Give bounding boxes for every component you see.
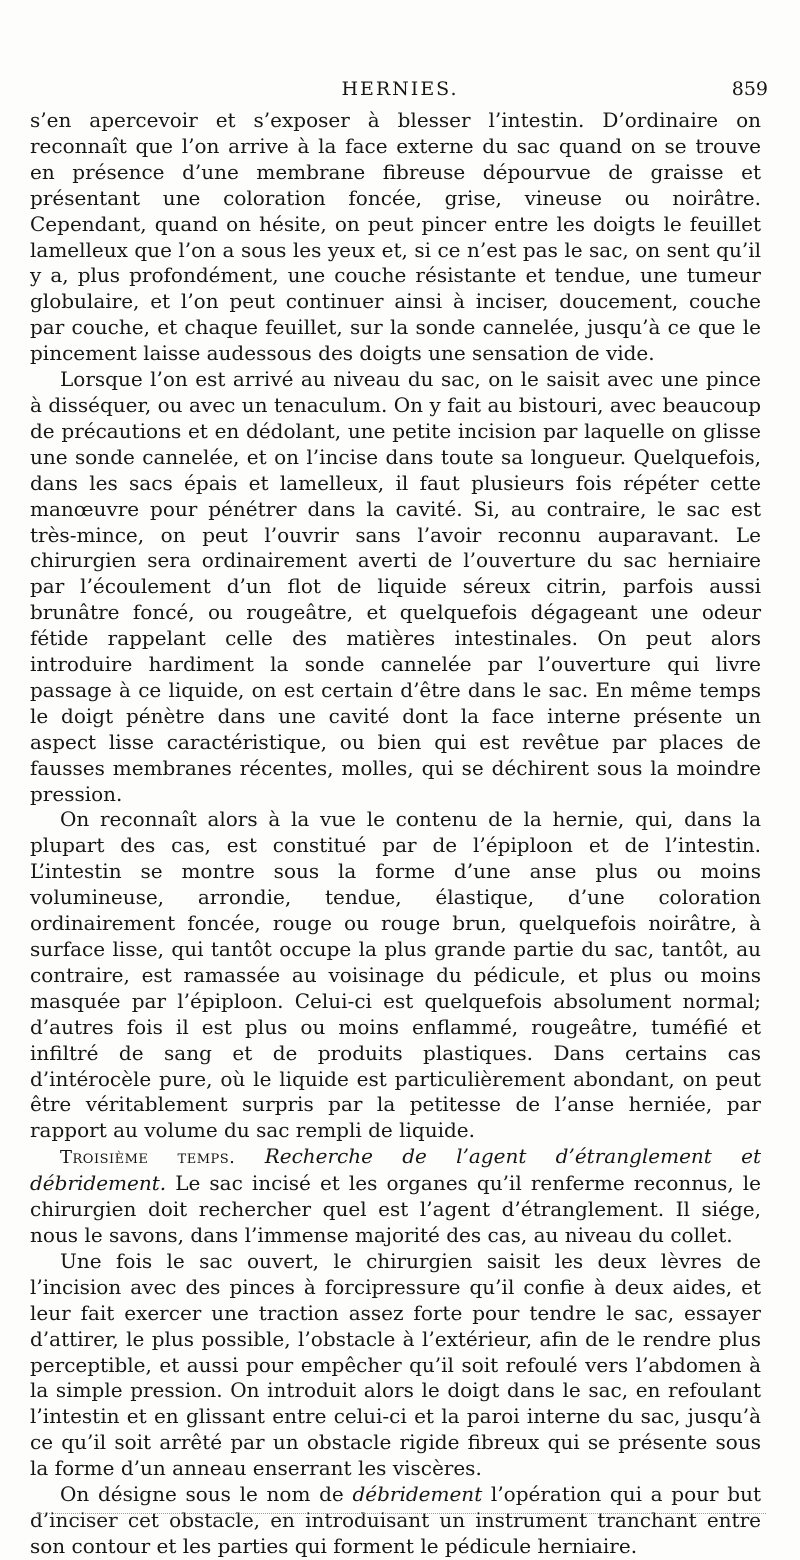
paragraph-5: Une fois le sac ouvert, le chirurgien saisit les deux lèvres de l’incision avec des pinces à forcipressure qu’il confie à deux aides, et leur fait exercer une traction assez forte pour tendre le sac, essayer d’attirer, le plus possible, l’obstacle à l’extérieur, afin de le rendre plus perceptible, et aussi pour empêcher qu’il soit refoulé vers l’abdomen à la simple pression. On introduit alors le doigt dans le sac, en refoulant l’intestin et en glissant entre celui-ci et la paroi interne du sac, jusqu’à ce qu’il soit arrêté par un obstacle rigide fibreux qui se présente sous la forme d’un anneau enserrant les viscères. [30, 1248, 761, 1481]
paragraph-6-before: On désigne sous le nom de [60, 1482, 353, 1507]
page-number: 859 [731, 78, 768, 100]
paragraph-4 [30, 1144, 761, 1249]
term-debridement: débridement [352, 1482, 483, 1507]
paragraph-2: Lorsque l’on est arrivé au niveau du sac, on le saisit avec une pince à disséquer, ou avec un tenaculum. On y fait au bistouri, avec beaucoup de précautions et en dédolant, une petite incision par laquelle on glisse une sonde cannelée, et on l’incise dans toute sa longueur. Quelquefois, dans les sacs épais et lamelleux, il faut plusieurs fois répéter cette manœuvre pour pénétrer dans la cavité. Si, au contraire, le sac est très-mince, on peut l’ouvrir sans l’avoir reconnu auparavant. Le chirurgien sera ordinairement averti de l’ouverture du sac herniaire par l’écoulement d’un flot de liquide séreux citrin, parfois aussi brunâtre foncé, ou rougeâtre, et quelquefois dégageant une odeur fétide rappelant celle des matières intestinales. On peut alors introduire hardiment la sonde cannelée par l’ouverture qui livre passage à ce liquide, on est certain d’être dans le sac. En même temps le doigt pénètre dans une cavité dont la face interne présente un aspect lisse caractéristique, ou bien qui est revêtue par places de fausses membranes récentes, molles, qui se déchirent sous la moindre pression. [30, 367, 761, 806]
body-text [30, 108, 761, 1560]
paragraph-4-text: Le sac incisé et les organes qu’il renferme reconnus, le chirurgien doit rechercher quel est l’agent d’étranglement. Il siége, nous le savons, dans l’immense majorité des cas, au niveau du collet. [30, 1171, 761, 1247]
running-title: HERNIES. [341, 78, 459, 100]
paragraph-3: On reconnaît alors à la vue le contenu de la hernie, qui, dans la plupart des cas, est constitué par de l’épiploon et de l’intestin. L’intestin se montre sous la forme d’une anse plus ou moins volumineuse, arrondie, tendue, élastique, d’une coloration ordinairement foncée, rouge ou rouge brun, quelquefois noirâtre, à surface lisse, qui tantôt occupe la plus grande partie du sac, tantôt, au contraire, est ramassée au voisinage du pédicule, et plus ou moins masquée par l’épiploon. Celui-ci est quelquefois absolument normal; d’autres fois il est plus ou moins enflammé, rougeâtre, tuméfié et infiltré de sang et de produits plastiques. Dans certains cas d’intérocèle pure, où le liquide est particulièrement abondant, on peut être véritablement surpris par la petitesse de l’anse herniée, par rapport au volume du sac rempli de liquide. [30, 807, 761, 1143]
paragraph-6-text: l’opération qui a pour but d’inciser cet obstacle, en introduisant un instrument tranchant entre son contour et les parties qui forment le pédicule herniaire. [30, 1482, 761, 1558]
section-lead: Troisième temps. [60, 1147, 236, 1169]
section-heading-italic: Recherche de l’agent d’étranglement et débridement. [30, 1144, 761, 1196]
bottom-rule [36, 1513, 766, 1514]
paragraph-6 [30, 1482, 761, 1560]
paragraph-1: s’en apercevoir et s’exposer à blesser l’intestin. D’ordinaire on reconnaît que l’on arrive à la face externe du sac quand on se trouve en présence d’une membrane fibreuse dépourvue de graisse et présentant une coloration foncée, grise, vineuse ou noirâtre. Cependant, quand on hésite, on peut pincer entre les doigts le feuillet lamelleux que l’on a sous les yeux et, si ce n’est pas le sac, on sent qu’il y a, plus profondément, une couche résistante et tendue, une tumeur globulaire, et l’on peut continuer ainsi à inciser, doucement, couche par couche, et chaque feuillet, sur la sonde cannelée, jusqu’à ce que le pincement laisse audessous des doigts une sensation de vide. [30, 108, 761, 366]
page-header [30, 78, 770, 102]
